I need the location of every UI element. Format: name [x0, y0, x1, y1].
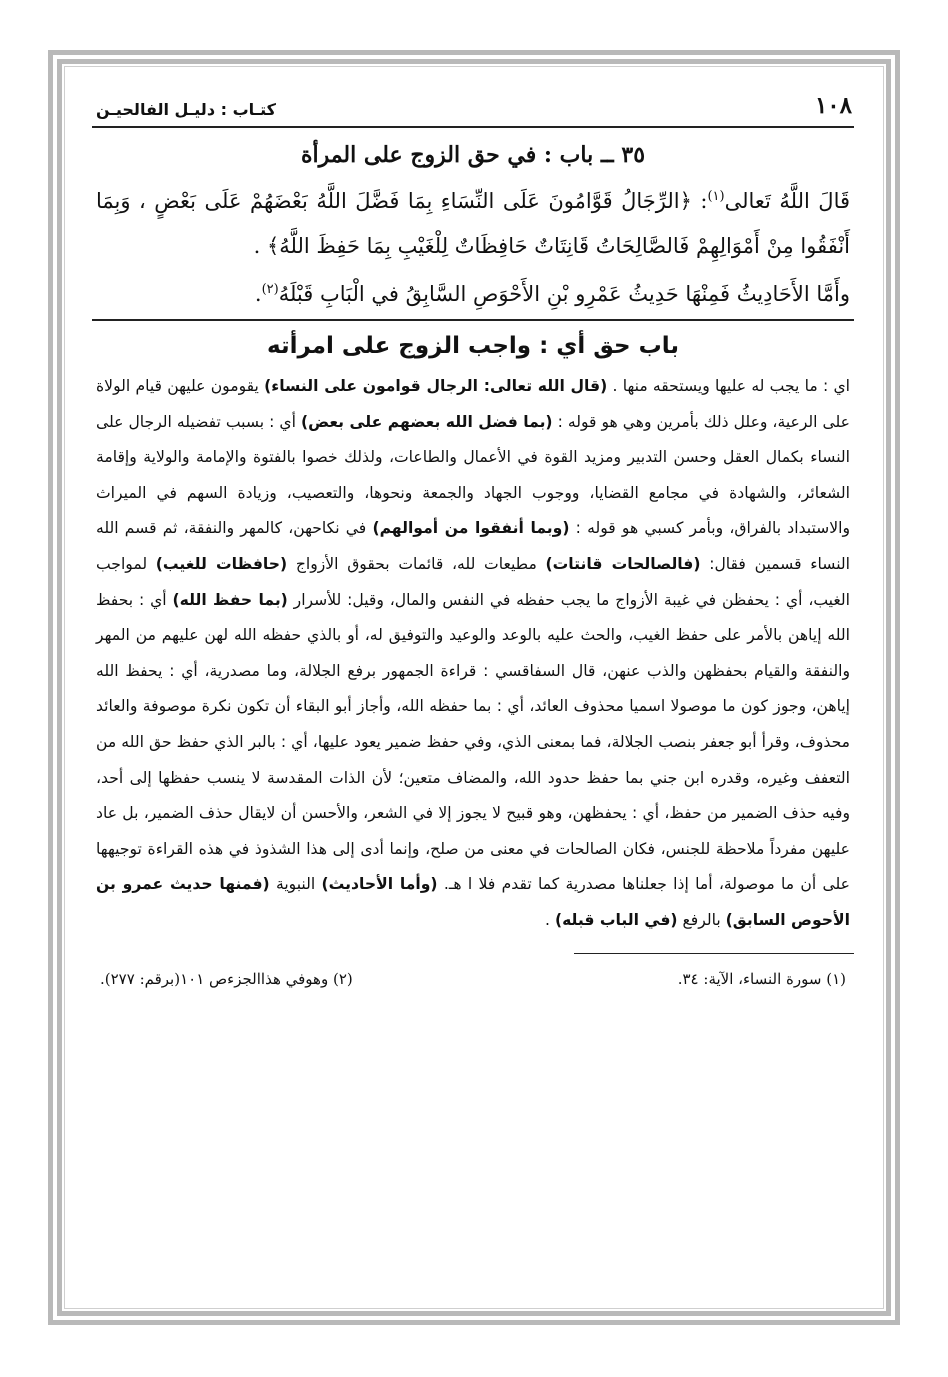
quran-verse — [92, 174, 854, 269]
footnote-divider — [574, 953, 854, 954]
commentary-segment: بالرفع — [677, 910, 726, 929]
hadith-reference-text: وأَمَّا الأَحَادِيثُ فَمِنْهَا حَدِيثُ عَمْرِو بْنِ الأَحْوَصِ السَّابِقُ في الْبَابِ قَبْلَهُ — [278, 282, 850, 306]
commentary-segment: لمواجب الغيب، أي : يحفظن في غيبة الأزواج ما يجب حفظه في النفس والمال، وقيل: للأسرار — [96, 554, 850, 609]
page-number: ١٠٨ — [814, 92, 852, 119]
footnote-marker-1: (١) — [707, 189, 725, 204]
commentary-segment: النبوية — [269, 875, 322, 894]
section-title: باب حق أي : واجب الزوج على امرأته — [267, 333, 679, 359]
commentary-segment: أي : بحفظ الله إياهن بالأمر على حفظ الغيب، والحث عليه بالوعد والوعيد والتوفيق له، أو بالذي حفظه الله لهن عليهم من المهر والنفقة والقيام بحفظهن والذب عنهن، قال السفاقسي : قراءة الجمهور برفع الجلالة، وما مصدرية، أي : يحفظ الله إياهن، وجوز كون ما موصولا اسميا محذوف العائد، أي : بما حفظه الله، وأجاز أبو البقاء أن تكون نكرة موصوفة والعائد محذوف، وقرأ أبو جعفر بنصب الجلالة، فما بمعنى الذي، وفي حفظ ضمير يعود عليها، أي : بالبر الذي حفظ حق الله من التعفف وغيره، وقدره ابن جني بما حفظ حدود الله، والمضاف متعين؛ لأن الذات المقدسة لا ينسب حفظها إلى أحد، وفيه حذف الضمير من حفظ، أي : يحفظهن، وهو قبيح لا يجوز إلا في الشعر، والأحسن أن لايقال حذف الضمير، بل عاد عليهن مفرداً ملاحظة للجنس، فكان الصالحات في معنى من صلح، وإنما أدى إلى هذا الشذوذ في هذه القراءة توجيهها على أن ما موصولة، أما إذا جعلناها مصدرية كما تقدم فلا ا هـ. — [96, 590, 850, 894]
commentary-quote: (بما حفظ الله) — [172, 590, 288, 609]
commentary-segment: مطيعات لله، قائمات بحقوق الأزواج — [287, 554, 546, 573]
chapter-title: ٣٥ ــ باب : في حق الزوج على المرأة — [300, 142, 646, 168]
commentary-quote: (حافظات للغيب) — [155, 554, 288, 573]
footnote-marker-2: (٢) — [261, 282, 279, 297]
footnote-1: (١) سورة النساء، الآية: ٣٤. — [677, 969, 846, 988]
commentary-quote: (وبما أنفقوا من أموالهم) — [372, 519, 570, 538]
commentary-segment: يقومون عليهن قيام الولاة على الرعية، وعلل ذلك بأمرين وهي هو قوله : — [96, 377, 850, 431]
commentary-quote: (قال الله تعالى: الرجال قوامون على النساء) — [264, 377, 608, 395]
book-title: كتـاب : دليـل الفالحيـن — [96, 100, 276, 119]
commentary-segment: أي : بسبب تفضيله الرجال على النساء بكمال العقل وحسن التدبير ومزيد القوة في الأعمال والطاعات، ولذلك خصوا بالفتوة والإمامة والولاية وإقامة الشعائر، والشهادة في مجامع القضايا، ووجوب الجهاد والجمعة ونحوها، والتعصيب، وزيادة السهم في الميراث والاستبداد بالفراق، وبأمر كسبي هو قوله : — [96, 412, 850, 538]
page-header — [92, 92, 854, 128]
commentary-quote: (في الباب قبله) — [554, 910, 678, 929]
footnotes — [92, 970, 854, 988]
verse-intro: قَالَ اللَّهُ تَعالى — [724, 189, 851, 213]
commentary-segment: اي : ما يجب له عليها ويستحقه منها . — [607, 377, 850, 395]
commentary-quote: (وأما الأحاديث) — [321, 875, 438, 894]
verse-text: : ﴿الرِّجَالُ قَوَّامُونَ عَلَى النِّسَاءِ بِمَا فَضَّلَ اللَّهُ بَعْضَهُمْ عَلَى بَعْضٍ ، وَبِمَا أَنْفَقُوا مِنْ أَمْوَالِهِمْ فَالصَّالِحَاتُ قَانِتَاتٌ حَافِظَاتٌ لِلْغَيْبِ بِمَا حَفِظَ اللَّهُ﴾ . — [96, 189, 850, 258]
commentary-segment: في نكاحهن، كالمهر والنفقة، ثم قسم الله النساء قسمين فقال: — [96, 519, 850, 573]
section-divider — [92, 319, 854, 321]
commentary-quote: (فالصالحات قانتات) — [545, 554, 701, 573]
page — [92, 92, 854, 988]
commentary-text — [92, 369, 854, 939]
hadith-reference — [92, 269, 854, 315]
hadith-reference-end: . — [254, 282, 262, 306]
commentary-segment: . — [545, 910, 555, 929]
footnote-2: (٢) وهوفي هذاالجزءص ١٠١(برقم: ٢٧٧). — [100, 969, 353, 988]
commentary-quote: (بما فضل الله بعضهم على بعض) — [300, 412, 553, 431]
commentary-quote: (فمنها حديث عمرو بن الأحوص السابق) — [96, 875, 850, 929]
